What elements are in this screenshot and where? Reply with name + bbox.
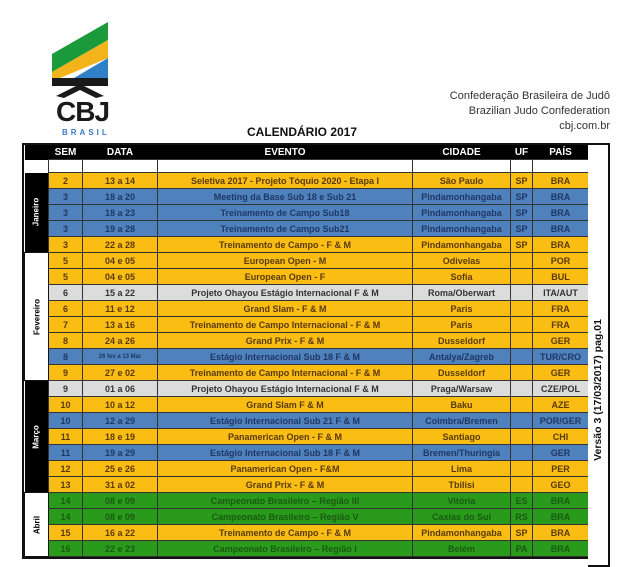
table-row: [25, 349, 589, 365]
cell-pais: POR/GER: [533, 413, 589, 429]
cell-uf: [511, 285, 533, 301]
cell-cidade: Lima: [413, 461, 511, 477]
cell-sem: 14: [49, 509, 83, 525]
blank-cell: [49, 160, 83, 173]
cell-pais: BRA: [533, 493, 589, 509]
column-header-evento: EVENTO: [158, 145, 413, 160]
cell-sem: 6: [49, 285, 83, 301]
cell-pais: CHI: [533, 429, 589, 445]
cell-uf: SP: [511, 237, 533, 253]
cell-uf: SP: [511, 173, 533, 189]
cell-data: 18 e 19: [83, 429, 158, 445]
cell-uf: RS: [511, 509, 533, 525]
cell-data: 16 a 22: [83, 525, 158, 541]
cbj-logo: [50, 18, 120, 137]
cell-data: 08 e 09: [83, 509, 158, 525]
table-row: [25, 429, 589, 445]
cell-sem: 8: [49, 333, 83, 349]
cell-data: 19 a 28: [83, 221, 158, 237]
cell-uf: SP: [511, 205, 533, 221]
cell-pais: BRA: [533, 221, 589, 237]
cell-cidade: Paris: [413, 317, 511, 333]
cell-uf: [511, 333, 533, 349]
cell-pais: PER: [533, 461, 589, 477]
calendar-table: [24, 145, 589, 557]
page-title: CALENDÁRIO 2017: [246, 125, 358, 139]
cell-data: 13 a 16: [83, 317, 158, 333]
cell-sem: 11: [49, 445, 83, 461]
cell-sem: 15: [49, 525, 83, 541]
blank-cell: [83, 160, 158, 173]
table-row: [25, 397, 589, 413]
cell-sem: 5: [49, 269, 83, 285]
cell-sem: 3: [49, 237, 83, 253]
cell-sem: 8: [49, 349, 83, 365]
month-label: Fevereiro: [32, 298, 41, 335]
month-label-cell: [25, 493, 49, 557]
month-label-cell: [25, 253, 49, 381]
org-name-pt: Confederação Brasileira de Judô: [449, 90, 610, 102]
cell-data: 11 e 12: [83, 301, 158, 317]
column-header-uf: UF: [511, 145, 533, 160]
cell-pais: AZE: [533, 397, 589, 413]
table-row: [25, 253, 589, 269]
blank-cell: [158, 160, 413, 173]
cell-cidade: Tbilisi: [413, 477, 511, 493]
table-row: [25, 413, 589, 429]
table-row: [25, 381, 589, 397]
cell-pais: CZE/POL: [533, 381, 589, 397]
cell-evento: Projeto Ohayou Estágio Internacional F & M: [158, 381, 413, 397]
table-row: [25, 269, 589, 285]
logo-text: CBJ: [56, 96, 110, 127]
table-row: [25, 221, 589, 237]
cell-pais: BUL: [533, 269, 589, 285]
cell-sem: 10: [49, 397, 83, 413]
website-link[interactable]: cbj.com.br: [559, 120, 610, 132]
cell-sem: 2: [49, 173, 83, 189]
cell-data: 18 a 20: [83, 189, 158, 205]
cell-uf: [511, 381, 533, 397]
cell-evento: Treinamento de Campo Sub18: [158, 205, 413, 221]
table-row: [25, 477, 589, 493]
version-sidebar: [588, 143, 610, 567]
cell-cidade: Dusseldorf: [413, 333, 511, 349]
cell-pais: BRA: [533, 541, 589, 557]
table-row: [25, 317, 589, 333]
cell-cidade: Praga/Warsaw: [413, 381, 511, 397]
cell-uf: [511, 445, 533, 461]
cell-uf: SP: [511, 221, 533, 237]
table-row: [25, 525, 589, 541]
cell-sem: 14: [49, 493, 83, 509]
cell-pais: POR: [533, 253, 589, 269]
judo-belt-flag-icon: [50, 18, 120, 98]
cell-pais: GER: [533, 333, 589, 349]
cell-uf: [511, 317, 533, 333]
cell-cidade: São Paulo: [413, 173, 511, 189]
cell-data: 01 a 06: [83, 381, 158, 397]
cell-cidade: Dusseldorf: [413, 365, 511, 381]
cell-pais: GER: [533, 365, 589, 381]
month-label-cell: [25, 381, 49, 493]
cell-cidade: Coimbra/Bremen: [413, 413, 511, 429]
cell-pais: GER: [533, 445, 589, 461]
table-row: [25, 285, 589, 301]
cell-cidade: Odivelas: [413, 253, 511, 269]
cell-uf: [511, 429, 533, 445]
month-label-cell: [25, 173, 49, 253]
cell-cidade: Vitória: [413, 493, 511, 509]
cell-cidade: Pindamonhangaba: [413, 525, 511, 541]
blank-cell: [533, 160, 589, 173]
cell-sem: 3: [49, 221, 83, 237]
cell-cidade: Baku: [413, 397, 511, 413]
cell-pais: TUR/CRO: [533, 349, 589, 365]
table-row: [25, 445, 589, 461]
table-row: [25, 461, 589, 477]
cell-sem: 5: [49, 253, 83, 269]
cell-uf: [511, 461, 533, 477]
cell-data: 22 a 28: [83, 237, 158, 253]
table-row: [25, 493, 589, 509]
blank-cell: [413, 160, 511, 173]
cell-evento: Campeonato Brasileiro – Região III: [158, 493, 413, 509]
column-header-cidade: CIDADE: [413, 145, 511, 160]
cell-evento: Seletiva 2017 - Projeto Tóquio 2020 - Etapa I: [158, 173, 413, 189]
cell-sem: 12: [49, 461, 83, 477]
cell-evento: Treinamento de Campo - F & M: [158, 237, 413, 253]
cell-cidade: Paris: [413, 301, 511, 317]
cell-sem: 10: [49, 413, 83, 429]
column-header-pais: PAÍS: [533, 145, 589, 160]
column-header-sem: SEM: [49, 145, 83, 160]
cell-sem: 16: [49, 541, 83, 557]
cell-evento: Estágio Internacional Sub 18 F & M: [158, 445, 413, 461]
version-note: Versão 3 (17/03/2017) pag.01: [592, 319, 604, 461]
month-label: Janeiro: [31, 198, 41, 227]
cell-sem: 9: [49, 381, 83, 397]
blank-cell: [511, 160, 533, 173]
cell-evento: Estágio Internacional Sub 21 F & M: [158, 413, 413, 429]
cell-data: 12 a 29: [83, 413, 158, 429]
cell-cidade: Caxias do Sul: [413, 509, 511, 525]
cell-uf: ES: [511, 493, 533, 509]
cell-pais: BRA: [533, 525, 589, 541]
cell-pais: BRA: [533, 509, 589, 525]
cell-data: 04 e 05: [83, 253, 158, 269]
cell-sem: 6: [49, 301, 83, 317]
cell-evento: Treinamento de Campo - F & M: [158, 525, 413, 541]
cell-uf: [511, 253, 533, 269]
table-row: [25, 189, 589, 205]
cell-data: 18 a 23: [83, 205, 158, 221]
cell-data: 24 a 26: [83, 333, 158, 349]
cell-uf: SP: [511, 525, 533, 541]
cell-cidade: Pindamonhangaba: [413, 221, 511, 237]
cell-pais: GEO: [533, 477, 589, 493]
cell-uf: [511, 477, 533, 493]
cell-evento: Panamerican Open - F & M: [158, 429, 413, 445]
cell-data: 31 a 02: [83, 477, 158, 493]
cell-data: 22 e 23: [83, 541, 158, 557]
cell-evento: Treinamento de Campo Internacional - F & M: [158, 365, 413, 381]
cell-data: 04 e 05: [83, 269, 158, 285]
cell-uf: [511, 365, 533, 381]
blank-row: [25, 160, 589, 173]
month-spacer: [25, 160, 49, 173]
cell-data: 19 a 29: [83, 445, 158, 461]
cell-cidade: Pindamonhangaba: [413, 237, 511, 253]
cell-data: 25 e 26: [83, 461, 158, 477]
cell-sem: 7: [49, 317, 83, 333]
cell-pais: ITA/AUT: [533, 285, 589, 301]
cell-evento: Campeonato Brasileiro – Região V: [158, 509, 413, 525]
cell-uf: [511, 269, 533, 285]
cell-pais: BRA: [533, 205, 589, 221]
cell-data: 26 fev a 13 Mar: [83, 349, 158, 365]
table-row: [25, 301, 589, 317]
cell-sem: 3: [49, 189, 83, 205]
cell-pais: FRA: [533, 317, 589, 333]
cell-evento: European Open - M: [158, 253, 413, 269]
table-row: [25, 365, 589, 381]
cell-cidade: Santiago: [413, 429, 511, 445]
cell-pais: BRA: [533, 189, 589, 205]
logo-subtext: BRASIL: [62, 128, 110, 137]
cell-data: 13 a 14: [83, 173, 158, 189]
cell-cidade: Sofia: [413, 269, 511, 285]
month-label: Março: [31, 424, 41, 449]
cell-pais: BRA: [533, 237, 589, 253]
org-name-en: Brazilian Judo Confederation: [468, 105, 610, 117]
cell-cidade: Pindamonhangaba: [413, 189, 511, 205]
table-row: [25, 541, 589, 557]
cell-sem: 13: [49, 477, 83, 493]
cell-cidade: Roma/Oberwart: [413, 285, 511, 301]
cell-cidade: Antalya/Zagreb: [413, 349, 511, 365]
cell-uf: [511, 301, 533, 317]
cell-evento: Treinamento de Campo Sub21: [158, 221, 413, 237]
cell-evento: Estágio Internacional Sub 18 F & M: [158, 349, 413, 365]
cell-evento: Treinamento de Campo Internacional - F & M: [158, 317, 413, 333]
cell-evento: Grand Prix - F & M: [158, 333, 413, 349]
cell-data: 08 e 09: [83, 493, 158, 509]
cell-sem: 9: [49, 365, 83, 381]
cell-pais: BRA: [533, 173, 589, 189]
cell-sem: 11: [49, 429, 83, 445]
table-row: [25, 333, 589, 349]
cell-evento: Grand Slam - F & M: [158, 301, 413, 317]
cell-uf: PA: [511, 541, 533, 557]
cell-data: 15 a 22: [83, 285, 158, 301]
cell-evento: Projeto Ohayou Estágio Internacional F & M: [158, 285, 413, 301]
table-row: [25, 509, 589, 525]
table-row: [25, 173, 589, 189]
cell-data: 27 e 02: [83, 365, 158, 381]
cell-data: 10 a 12: [83, 397, 158, 413]
column-header-data: DATA: [83, 145, 158, 160]
table-header-row: [25, 145, 589, 160]
month-column-header: [25, 145, 49, 160]
cell-evento: European Open - F: [158, 269, 413, 285]
cell-pais: FRA: [533, 301, 589, 317]
cell-cidade: Bremen/Thuringia: [413, 445, 511, 461]
cell-uf: [511, 349, 533, 365]
month-label: Abril: [32, 515, 41, 534]
cell-uf: [511, 397, 533, 413]
cell-evento: Panamerican Open - F&M: [158, 461, 413, 477]
cell-evento: Meeting da Base Sub 18 e Sub 21: [158, 189, 413, 205]
cell-uf: [511, 413, 533, 429]
cell-cidade: Pindamonhangaba: [413, 205, 511, 221]
cell-evento: Campeonato Brasileiro – Região I: [158, 541, 413, 557]
cell-evento: Grand Prix - F & M: [158, 477, 413, 493]
cell-sem: 3: [49, 205, 83, 221]
cell-cidade: Belém: [413, 541, 511, 557]
calendar-table-container: [22, 143, 588, 559]
table-row: [25, 237, 589, 253]
cell-uf: SP: [511, 189, 533, 205]
cell-evento: Grand Slam F & M: [158, 397, 413, 413]
table-row: [25, 205, 589, 221]
